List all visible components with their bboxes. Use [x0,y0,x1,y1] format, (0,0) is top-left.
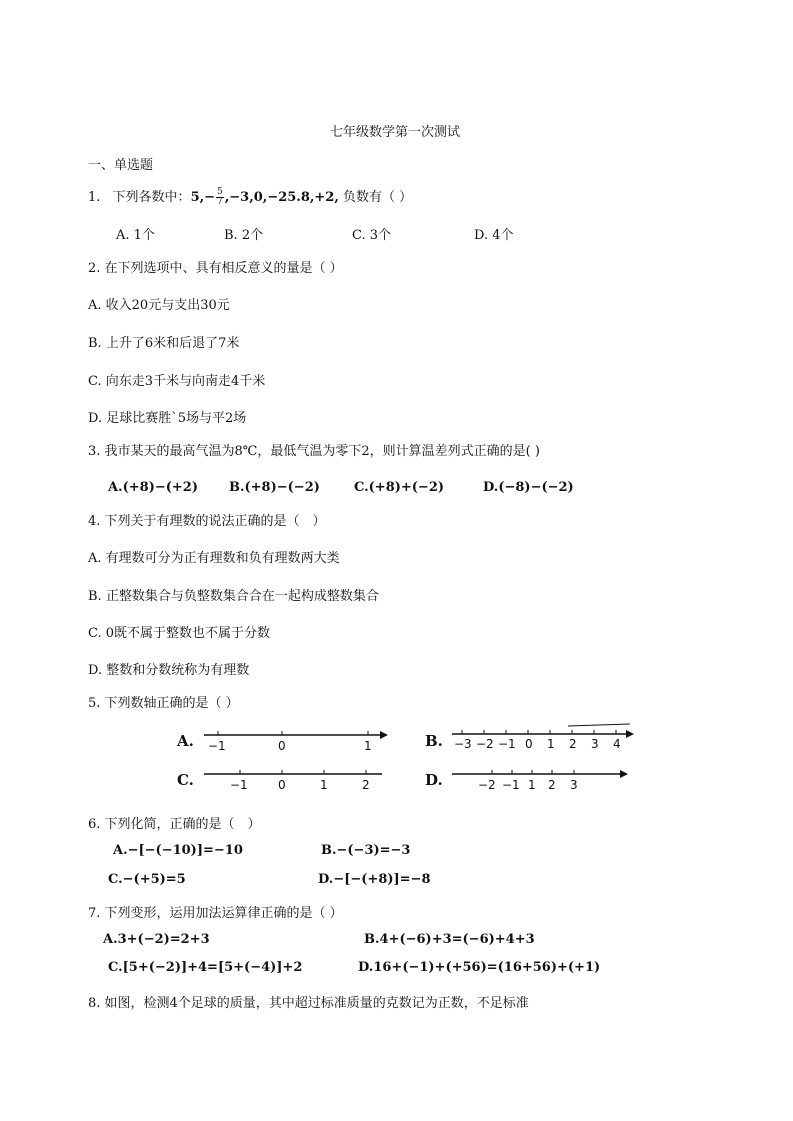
q2-option-d: D. 足球比赛胜`5场与平2场 [88,411,247,426]
tick-label: 1 [320,778,328,792]
q5-option-a-label: A. [177,732,194,750]
tick-label: 3 [570,778,578,792]
number-line-a-svg [200,726,390,756]
q4-option-c: C. 0既不属于整数也不属于分数 [88,626,271,641]
q6-option-d: D.−[−(+8)]=−8 [318,872,431,887]
q2-option-b: B. 上升了6米和后退了7米 [88,336,240,351]
q1-option-b: B. 2个 [224,228,264,243]
section-heading: 一、单选题 [88,158,154,173]
tick-label: −3 [454,737,472,751]
q4-option-a: A. 有理数可分为正有理数和负有理数两大类 [88,551,340,566]
tick-label: 3 [591,737,599,751]
q1-option-d: D. 4个 [474,228,514,243]
page-title: 七年级数学第一次测试 [330,125,461,140]
q1-option-a: A. 1个 [116,228,155,243]
q5-option-b-label: B. [425,732,443,750]
number-line-a [200,726,390,756]
q2-option-c: C. 向东走3千米与向南走4千米 [88,374,266,389]
tick-label: −1 [498,737,516,751]
question-6: 6. 下列化简，正确的是（ ） [88,817,261,832]
q4-option-b: B. 正整数集合与负整数集合合在一起构成整数集合 [88,589,379,604]
q6-option-c: C.−(+5)=5 [108,872,186,887]
tick-label: 0 [525,737,533,751]
tick-label: −2 [476,737,494,751]
tick-label: 4 [613,737,621,751]
q4-option-d: D. 整数和分数统称为有理数 [88,663,250,678]
fraction-denominator: 7 [217,197,223,207]
q7-option-a: A.3+(−2)=2+3 [103,932,210,947]
question-5: 5. 下列数轴正确的是（ ） [88,696,239,711]
q7-option-d: D.16+(−1)+(+56)=(16+56)+(+1) [358,960,601,975]
q5-option-c-label: C. [177,771,194,789]
q5-option-d-label: D. [425,771,443,789]
q2-option-a: A. 收入20元与支出30元 [88,298,230,313]
number-line-c-svg [200,764,390,794]
number-line-d [448,764,638,794]
question-1-suffix: 负数有（ ） [343,190,413,205]
q6-option-b: B.−(−3)=−3 [321,843,411,858]
q1-option-c: C. 3个 [352,228,392,243]
question-4: 4. 下列关于有理数的说法正确的是（ ） [88,514,326,529]
tick-label: 2 [362,778,370,792]
question-1-prefix: 下列各数中： [112,190,191,205]
stray-mark [568,724,630,726]
q3-option-c: C.(+8)+(−2) [354,480,445,495]
arrow-head [626,730,634,738]
tick-label: −1 [230,778,248,792]
q7-option-c: C.[5+(−2)]+4=[5+(−4)]+2 [108,960,303,975]
arrow-head [380,731,388,739]
question-3: 3. 我市某天的最高气温为8℃，最低气温为零下2，则计算温差列式正确的是( ) [88,444,540,459]
tick-label: −1 [208,739,226,753]
number-line-b-svg [448,722,638,756]
number-line-c [200,764,390,794]
q3-option-a: A.(+8)−(+2) [108,480,198,495]
question-8: 8. 如图，检测4个足球的质量，其中超过标准质量的克数记为正数，不足标准 [88,996,529,1011]
question-number: 1. [88,190,101,205]
tick-label: 1 [528,778,536,792]
question-1-expr-b: ,−3,0,−25.8,+2, [224,190,339,205]
fraction-numerator: 5 [217,187,223,197]
tick-label: 2 [569,737,577,751]
q6-option-a: A.−[−(−10)]=−10 [113,843,243,858]
tick-label: 1 [547,737,555,751]
arrow-head [620,770,628,778]
question-2: 2. 在下列选项中、具有相反意义的量是（ ） [88,261,343,276]
q3-option-d: D.(−8)−(−2) [483,480,574,495]
number-line-d-svg [448,764,638,794]
q7-option-b: B.4+(−6)+3=(−6)+4+3 [364,932,535,947]
question-7: 7. 下列变形，运用加法运算律正确的是（ ） [88,906,343,921]
number-line-b [448,722,638,756]
tick-label: 0 [278,778,286,792]
tick-label: −2 [478,778,496,792]
q3-option-b: B.(+8)−(−2) [229,480,320,495]
tick-label: 0 [278,739,286,753]
tick-label: 2 [548,778,556,792]
question-1-expr-a: 5,− [190,190,216,205]
question-1 [88,186,412,207]
tick-label: 1 [364,739,372,753]
tick-label: −1 [502,778,520,792]
fraction [216,188,224,207]
